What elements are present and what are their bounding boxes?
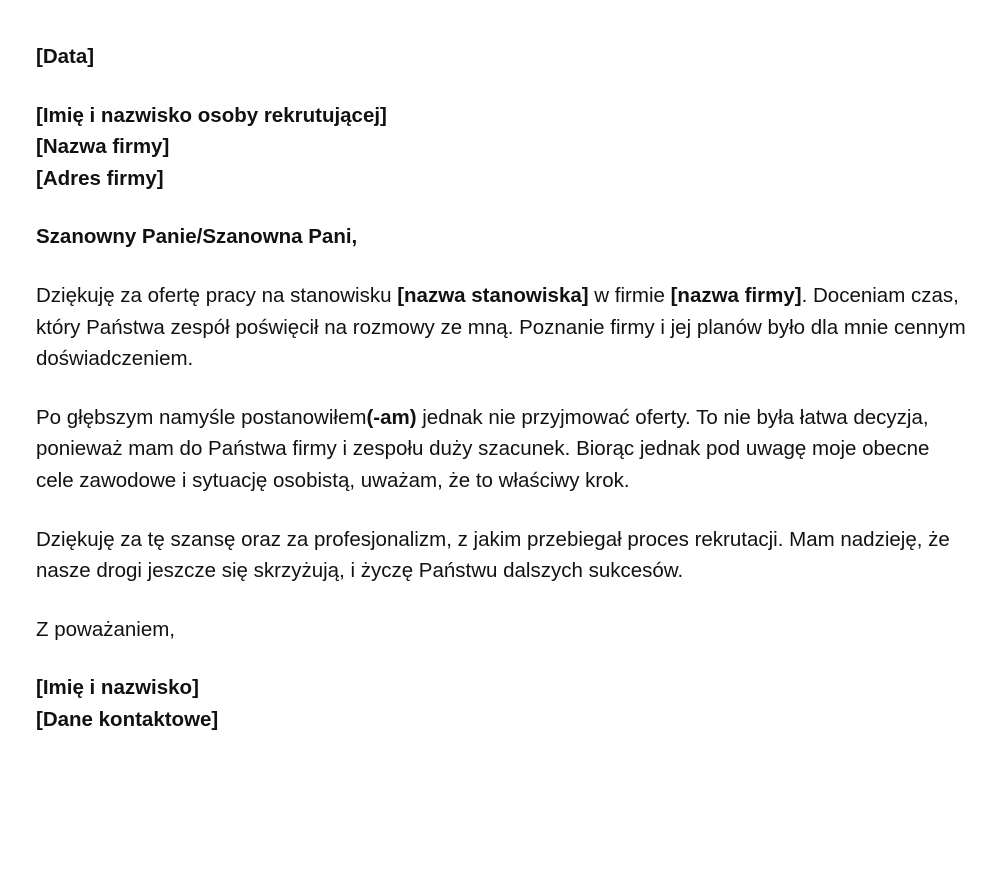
paragraph-decision bbox=[36, 402, 970, 497]
paragraph-text: Po głębszym namyśle postanowiłem bbox=[36, 405, 367, 429]
paragraph-text: w firmie bbox=[588, 283, 671, 307]
recipient-address: [Adres firmy] bbox=[36, 166, 164, 190]
paragraph-offer-thanks bbox=[36, 280, 970, 375]
position-placeholder: [nazwa stanowiska] bbox=[397, 283, 589, 307]
signature-contact: [Dane kontaktowe] bbox=[36, 707, 219, 731]
recipient-block bbox=[36, 100, 970, 195]
signature-block bbox=[36, 672, 970, 735]
recipient-name: [Imię i nazwisko osoby rekrutującej] bbox=[36, 103, 387, 127]
signature-name: [Imię i nazwisko] bbox=[36, 676, 199, 700]
salutation: Szanowny Panie/Szanowna Pani, bbox=[36, 225, 358, 249]
paragraph-text: Dziękuję za ofertę pracy na stanowisku bbox=[36, 283, 398, 307]
paragraph-text: jednak nie przyjmować oferty. To nie była łatwa decyzja, ponieważ mam do Państwa firmy i zespołu duży szacunek. Biorąc jednak pod uwagę moje obecne cele zawodowe i sytuację osobistą, uważam, że to właściwy krok. bbox=[36, 405, 930, 492]
gender-suffix: (-am) bbox=[366, 405, 417, 429]
paragraph-text: . Doceniam czas, który Państwa zespół poświęcił na rozmowy ze mną. Poznanie firmy i jej planów było dla mnie cennym doświadczeniem. bbox=[36, 283, 966, 371]
closing: Z poważaniem, bbox=[36, 617, 176, 641]
company-placeholder: [nazwa firmy] bbox=[670, 283, 802, 307]
paragraph-closing-thanks: Dziękuję za tę szansę oraz za profesjonalizm, z jakim przebiegał proces rekrutacji. Mam nadzieję, że nasze drogi jeszcze się skrzyżują, i życzę Państwu dalszych sukcesów. bbox=[36, 527, 950, 583]
letter-date: [Data] bbox=[36, 45, 95, 68]
recipient-company: [Nazwa firmy] bbox=[36, 135, 170, 159]
